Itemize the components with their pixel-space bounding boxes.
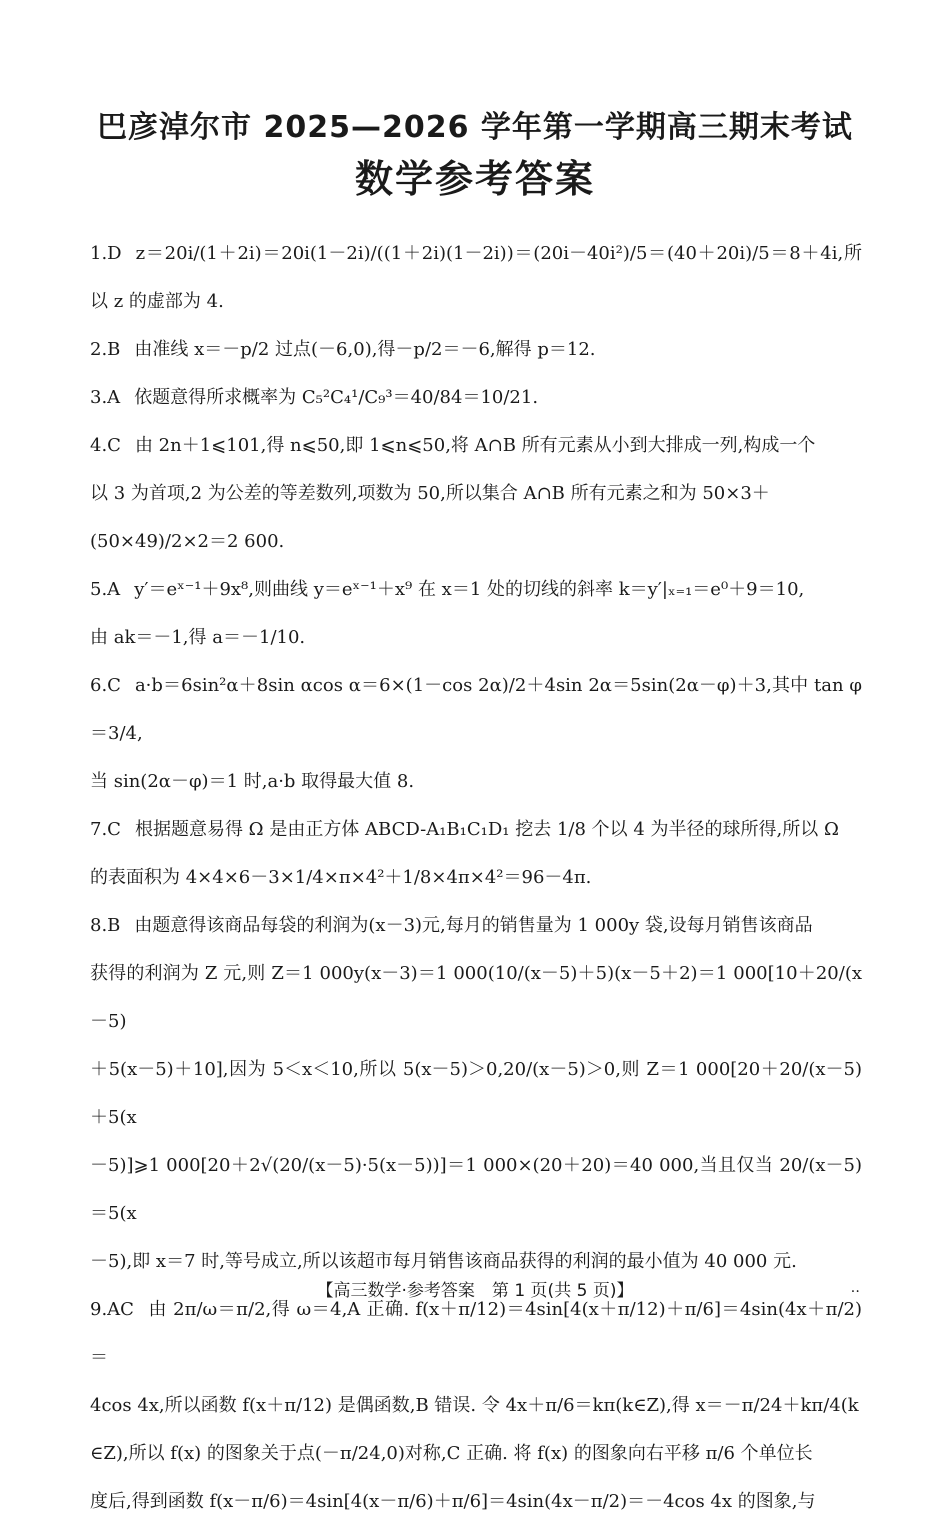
answer-text: a·b＝6sin²α＋8sin αcos α＝6×(1－cos 2α)/2＋4sin 2α＝5sin(2α－φ)＋3,其中 tan φ＝3/4, [90,675,862,744]
document-subtitle: 数学参考答案 [354,157,595,201]
answer-line [90,1382,862,1430]
answer-item [90,1286,862,1526]
answer-label: 3.A [90,387,121,408]
answer-line [90,1142,862,1238]
answer-line [90,758,862,806]
answer-line [90,422,862,470]
answer-line [90,1046,862,1142]
answer-text: 依题意得所求概率为 C₅²C₄¹/C₉³＝40/84＝10/21. [134,387,539,408]
answer-line [90,662,862,758]
footer-mark: ‥ [850,1280,860,1296]
answer-item [90,422,862,566]
answer-text: 由 ak＝－1,得 a＝－1/10. [90,627,306,648]
answer-line [90,950,862,1046]
answer-item [90,230,862,326]
answer-text: y′＝eˣ⁻¹＋9x⁸,则曲线 y＝eˣ⁻¹＋x⁹ 在 x＝1 处的切线的斜率 k＝y′|ₓ₌₁＝e⁰＋9＝10, [134,579,805,600]
document-title: 巴彦淖尔市 2025—2026 学年第一学期高三期末考试 [97,110,853,145]
answer-text: 当 sin(2α－φ)＝1 时,a·b 取得最大值 8. [90,771,415,792]
answer-line [90,614,862,662]
answer-label: 9.AC [90,1299,134,1320]
answer-item [90,806,862,902]
answer-item [90,326,862,374]
answer-label: 6.C [90,675,121,696]
answer-line [90,374,862,422]
answer-text: 度后,得到函数 f(x－π/6)＝4sin[4(x－π/6)＋π/6]＝4sin(4x－π/2)＝－4cos 4x 的图象,与 [90,1491,816,1512]
answer-line [90,518,862,566]
answer-label: 1.D [90,243,122,264]
answer-text: z＝20i/(1＋2i)＝20i(1－2i)/((1＋2i)(1－2i))＝(20i－40i²)/5＝(40＋20i)/5＝8＋4i,所以 z 的虚部为 4. [90,243,862,312]
answer-text: 4cos 4x,所以函数 f(x＋π/12) 是偶函数,B 错误. 令 4x＋π/6＝kπ(k∈Z),得 x＝－π/24＋kπ/4(k [90,1395,859,1416]
answer-text: 以 3 为首项,2 为公差的等差数列,项数为 50,所以集合 A∩B 所有元素之和为 50×3＋ [90,483,770,504]
answer-label: 7.C [90,819,121,840]
answer-line [90,230,862,326]
answer-text: (50×49)/2×2＝2 600. [90,531,285,552]
answer-label: 8.B [90,915,121,936]
page-footer: 【高三数学·参考答案 第 1 页(共 5 页)】 [316,1281,634,1301]
answer-line [90,1430,862,1478]
answer-item [90,662,862,806]
answer-line [90,806,862,854]
answer-text: 的表面积为 4×4×6－3×1/4×π×4²＋1/8×4π×4²＝96－4π. [90,867,592,888]
answer-line [90,1478,862,1526]
answer-text: 获得的利润为 Z 元,则 Z＝1 000y(x－3)＝1 000(10/(x－5)＋5)(x－5＋2)＝1 000[10＋20/(x－5) [90,963,862,1032]
answer-label: 2.B [90,339,121,360]
answer-line [90,566,862,614]
answer-text: －5),即 x＝7 时,等号成立,所以该超市每月销售该商品获得的利润的最小值为 40 000 元. [90,1251,797,1272]
answer-line [90,854,862,902]
answer-line [90,326,862,374]
answer-list [90,230,862,1526]
answer-text: 根据题意易得 Ω 是由正方体 ABCD-A₁B₁C₁D₁ 挖去 1/8 个以 4 为半径的球所得,所以 Ω [134,819,839,840]
answer-text: 由题意得该商品每袋的利润为(x－3)元,每月的销售量为 1 000y 袋,设每月销售该商品 [134,915,813,936]
answer-text: －5)]⩾1 000[20＋2√(20/(x－5)·5(x－5))]＝1 000×(20＋20)＝40 000,当且仅当 20/(x－5)＝5(x [90,1155,862,1224]
answer-item [90,566,862,662]
answer-line [90,470,862,518]
answer-item [90,902,862,1286]
answer-text: 由 2π/ω＝π/2,得 ω＝4,A 正确. f(x＋π/12)＝4sin[4(x＋π/12)＋π/6]＝4sin(4x＋π/2)＝ [90,1299,862,1368]
answer-text: ＋5(x－5)＋10],因为 5＜x＜10,所以 5(x－5)＞0,20/(x－5)＞0,则 Z＝1 000[20＋20/(x－5)＋5(x [90,1059,862,1128]
answer-label: 5.A [90,579,121,600]
answer-text: ∈Z),所以 f(x) 的图象关于点(－π/24,0)对称,C 正确. 将 f(x) 的图象向右平移 π/6 个单位长 [90,1443,813,1464]
answer-line [90,902,862,950]
answer-text: 由准线 x＝－p/2 过点(－6,0),得－p/2＝－6,解得 p＝12. [134,339,596,360]
answer-label: 4.C [90,435,121,456]
answer-item [90,374,862,422]
answer-text: 由 2n＋1⩽101,得 n⩽50,即 1⩽n⩽50,将 A∩B 所有元素从小到大排成一列,构成一个 [134,435,816,456]
